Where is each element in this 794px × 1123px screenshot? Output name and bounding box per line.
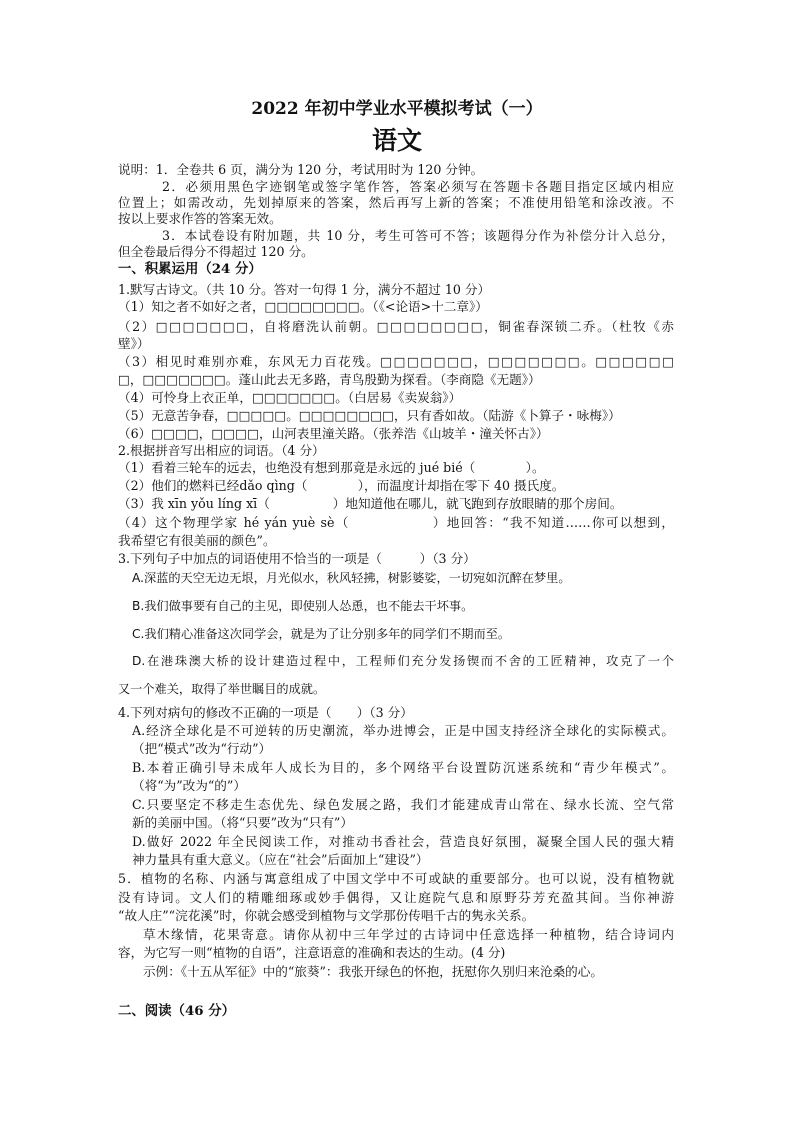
question-2-item-1: （1）看着三轮车的远去，也绝没有想到那竟是永远的 jué bié（ ）。 [118,460,545,475]
question-1-item-5: （5）无意苦争春，□□□□□。□□□□□□□□，只有香如故。（陆游《卜算子・咏梅》） [118,408,621,423]
question-1-stem: 1.默写古诗文。（共 10 分。答对一句得 1 分，满分不超过 10 分） [118,282,491,297]
question-4-option-c-line-2: 新的美丽中国。（将“只要”改为“只有”） [132,815,353,830]
question-4-option-d-line-2: 神力量具有重大意义。（应在“社会”后面加上“建设”） [132,852,429,867]
question-3-option-d-line-1: D.在港珠澳大桥的设计建造过程中，工程师们充分发扬锲而不舍的工匠精神，攻克了一个 [132,654,674,668]
instruction-2-line-1: 2．必须用黑色字迹钢笔或签字笔作答，答案必须写在答题卡各题目指定区域内相应 [162,179,674,194]
question-1-item-6: （6）□□□□，□□□□，山河表里潼关路。（张养浩《山坡羊・潼关怀古》） [118,426,549,441]
question-4-option-a-line-1: A.经济全球化是不可逆转的历史潮流，举办进博会，正是中国支持经济全球化的实际模式。 [132,723,674,738]
instruction-2-line-2: 位置上；如需改动，先划掉原来的答案，然后再写上新的答案；不准使用铅笔和涂改液。不 [118,195,674,210]
question-3-option-c: C.我们精心准备这次同学会，就是为了让分别多年的同学们不期而至。 [132,627,511,641]
section-2-heading: 二、阅读（46 分） [118,1003,236,1019]
question-4-option-c-line-1: C.只要坚定不移走生态优先、绿色发展之路，我们才能建成青山常在、绿水长流、空气常 [132,797,674,812]
exam-title: 2022 年初中学业水平模拟考试（一） [251,99,543,119]
question-5-line-3: “故人庄”“浣花溪”时，你就会感受到植物与文学那份传唱千古的隽永关系。 [118,908,535,923]
question-2-item-4-line-2: 我希望它有很美丽的颜色”。 [118,533,276,548]
question-1-item-2-line-2: 壁》） [118,336,150,351]
question-1-item-3-line-2: □，□□□□□□□。蓬山此去无多路，青鸟殷勤为探看。（李商隐《无题》） [118,372,541,387]
question-2-item-4-line-1: （4）这个物理学家 hé yán yuè sè（ ）地回答：“我不知道……你可以想到， [118,515,674,530]
question-1-item-2-line-1: （2）□□□□□□□，自将磨洗认前朝。□□□□□□□□，铜雀春深锁二乔。（杜牧《赤 [118,319,674,334]
question-1-item-4: （4）可怜身上衣正单，□□□□□□□。（白居易《卖炭翁》） [118,390,462,405]
question-5-line-4: 草木缘情，花果寄意。请你从初中三年学过的古诗词中任意选择一种植物，结合诗词内 [143,927,674,942]
question-2-stem: 2.根据拼音写出相应的词语。（4 分） [118,443,325,458]
question-4-option-a-line-2: （把“模式”改为“行动”） [132,741,272,756]
question-2-item-3: （3）我 xīn yǒu líng xī（ ）地知道他在哪儿，就飞跑到存放眼睛的那个房间。 [118,496,623,511]
question-5-line-5: 容，为它写一则“植物的自语”，注意语意的准确和表达的生动。(4 分) [118,945,506,960]
instruction-3-line-2: 但全卷最后得分不得超过 120 分。 [118,244,314,259]
question-4-stem: 4.下列对病句的修改不正确的一项是（ ）（3 分） [118,705,413,720]
question-1-item-1: （1）知之者不如好之者，□□□□□□□□。（《<论语>十二章》） [118,299,488,314]
question-4-option-b-line-1: B.本着正确引导未成年人成长为目的，多个网络平台设置防沉迷系统和“青少年模式”。 [132,760,674,775]
question-2-item-2: （2）他们的燃料已经dǎo qìng（ ），而温度计却指在零下 40 摄氏度。 [118,478,565,493]
question-1-item-3-line-1: （3）相见时难别亦难，东风无力百花残。□□□□□□□，□□□□□□□。□□□□□□ [118,354,674,369]
question-3-option-b: B.我们做事要有自己的主见，即使别人怂恿，也不能去干坏事。 [132,599,474,613]
question-4-option-b-line-2: （将“为”改为“的”） [132,778,246,793]
question-5-example: 示例：《十五从军征》中的“旅葵”：我张开绿色的怀抱，抚慰你久别归来沧桑的心。 [143,964,603,979]
question-4-option-d-line-1: D.做好 2022 年全民阅读工作，对推动书香社会，营造良好氛围，凝聚全国人民的强大精 [132,834,674,849]
instruction-3-line-1: 3．本试卷设有附加题，共 10 分，考生可答可不答；该题得分作为补偿分计入总分， [162,228,674,243]
subject-title: 语文 [371,126,422,155]
question-3-stem: 3.下列句子中加点的词语使用不恰当的一项是（ ）（3 分） [118,551,476,566]
instruction-1: 说明：1．全卷共 6 页，满分为 120 分，考试用时为 120 分钟。 [118,162,484,177]
question-5-line-1: 5．植物的名称、内涵与寓意组成了中国文学中不可或缺的重要部分。也可以说，没有植物就 [118,871,674,886]
instruction-2-line-3: 按以上要求作答的答案无效。 [118,211,282,226]
question-5-line-2: 没有诗词。文人们的精雕细琢或妙手偶得，又让庭院气息和原野芬芳充盈其间。当你神游 [118,890,674,905]
question-3-option-d-line-2: 又一个难关，取得了举世瞩目的成就。 [118,682,326,696]
question-3-option-a: A.深蓝的天空无边无垠，月光似水，秋风轻拂，树影婆娑，一切宛如沉醉在梦里。 [132,571,571,585]
section-1-heading: 一、积累运用（24 分） [118,261,262,277]
